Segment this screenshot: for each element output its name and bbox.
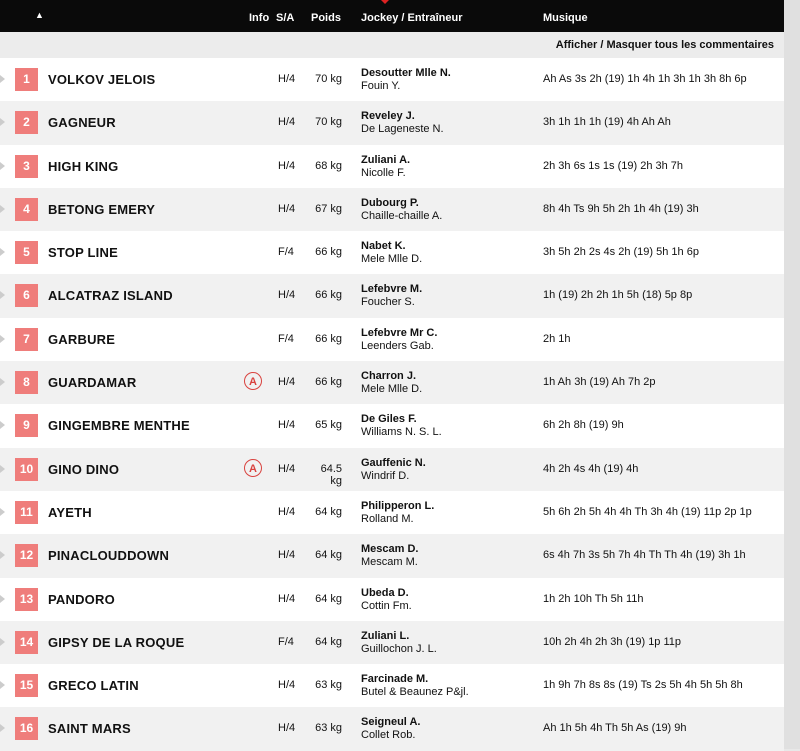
expand-row-icon[interactable]: [0, 508, 5, 516]
weight: 64 kg: [315, 549, 342, 562]
horse-name[interactable]: ALCATRAZ ISLAND: [48, 288, 173, 304]
table-row[interactable]: [0, 621, 784, 664]
musique-record: 1h 2h 10h Th 5h 11h: [543, 592, 644, 605]
comments-toggle-row: [0, 32, 784, 58]
musique-record: Ah As 3s 2h (19) 1h 4h 1h 3h 1h 3h 8h 6p: [543, 73, 747, 85]
horse-name[interactable]: GARBURE: [48, 331, 116, 347]
table-row[interactable]: [0, 534, 784, 577]
horse-name[interactable]: GAGNEUR: [48, 115, 116, 131]
weight: 66 kg: [315, 289, 342, 302]
table-row[interactable]: [0, 58, 784, 101]
horse-name[interactable]: AYETH: [48, 504, 92, 520]
horse-name[interactable]: GUARDAMAR: [48, 375, 137, 391]
sex-age: H/4: [278, 592, 296, 605]
jockey-name: Philipperon L.: [361, 499, 435, 512]
weight: 63 kg: [315, 679, 342, 692]
horse-name[interactable]: PINACLOUDDOWN: [48, 548, 170, 564]
trainer-name: Nicolle F.: [361, 166, 406, 179]
jockey-name: Farcinade M.: [361, 673, 429, 686]
table-row[interactable]: [0, 664, 784, 707]
horse-name[interactable]: SAINT MARS: [48, 721, 131, 737]
trainer-name: Fouin Y.: [361, 80, 401, 92]
weight: 64 kg: [315, 592, 342, 605]
expand-row-icon[interactable]: [0, 162, 5, 170]
runner-number-badge: 1: [15, 68, 38, 91]
weight: 64 kg: [315, 635, 342, 648]
musique-record: 1h 9h 7h 8s 8s (19) Ts 2s 5h 4h 5h 5h 8h: [543, 679, 743, 692]
horse-name[interactable]: GRECO LATIN: [48, 678, 139, 694]
expand-row-icon[interactable]: [0, 118, 5, 126]
expand-row-icon[interactable]: [0, 465, 5, 473]
trainer-name: Guillochon J. L.: [361, 642, 437, 655]
col-sa[interactable]: S/A: [276, 12, 295, 24]
jockey-name: Lefebvre M.: [361, 283, 423, 296]
jockey-name: Zuliani A.: [361, 153, 411, 166]
sex-age: H/4: [278, 289, 296, 302]
runner-number-badge: 10: [15, 458, 38, 481]
expand-row-icon[interactable]: [0, 724, 5, 732]
sex-age: H/4: [278, 462, 296, 475]
sex-age: H/4: [278, 722, 296, 735]
weight: 65 kg: [315, 419, 342, 432]
weight: 70 kg: [315, 73, 342, 85]
jockey-name: Mescam D.: [361, 543, 419, 556]
table-row[interactable]: [0, 361, 784, 404]
table-row[interactable]: [0, 707, 784, 750]
sort-marker-icon: [381, 0, 389, 4]
jockey-name: Desoutter Mlle N.: [361, 67, 451, 79]
col-jockey[interactable]: Jockey / Entraîneur: [361, 12, 463, 24]
runner-number-badge: 5: [15, 241, 38, 264]
jockey-name: Dubourg P.: [361, 196, 419, 209]
runner-number-badge: 16: [15, 717, 38, 740]
weight: 64 kg: [315, 505, 342, 518]
trainer-name: Butel & Beaunez P&jl.: [361, 686, 469, 699]
sort-asc-icon[interactable]: ▲: [35, 10, 44, 20]
horse-name[interactable]: BETONG EMERY: [48, 201, 156, 217]
weight: 66 kg: [315, 332, 342, 345]
horse-name[interactable]: GINO DINO: [48, 461, 120, 477]
expand-row-icon[interactable]: [0, 421, 5, 429]
weight: 64.5 kg: [320, 462, 342, 487]
runner-number-badge: 2: [15, 111, 38, 134]
trainer-name: Cottin Fm.: [361, 599, 412, 612]
jockey-name: Gauffenic N.: [361, 456, 426, 469]
runner-number-badge: 12: [15, 544, 38, 567]
runner-number-badge: 6: [15, 284, 38, 307]
sex-age: H/4: [278, 116, 296, 129]
runner-number-badge: 11: [15, 501, 38, 524]
horse-name[interactable]: VOLKOV JELOIS: [48, 72, 156, 87]
expand-row-icon[interactable]: [0, 248, 5, 256]
expand-row-icon[interactable]: [0, 681, 5, 689]
trainer-name: Chaille-chaille A.: [361, 209, 443, 222]
horse-name[interactable]: GIPSY DE LA ROQUE: [48, 634, 185, 650]
horse-name[interactable]: STOP LINE: [48, 245, 118, 261]
musique-record: 4h 2h 4s 4h (19) 4h: [543, 462, 639, 475]
col-musique[interactable]: Musique: [543, 12, 588, 24]
col-poids[interactable]: Poids: [311, 12, 341, 24]
trainer-name: Rolland M.: [361, 512, 414, 525]
weight: 66 kg: [315, 246, 342, 259]
jockey-name: Lefebvre Mr C.: [361, 326, 438, 339]
table-row[interactable]: [0, 491, 784, 534]
trainer-name: Mele Mlle D.: [361, 383, 423, 396]
runner-number-badge: 13: [15, 588, 38, 611]
runner-number-badge: 9: [15, 414, 38, 437]
expand-row-icon[interactable]: [0, 335, 5, 343]
table-row[interactable]: [0, 145, 784, 188]
jockey-name: Ubeda D.: [361, 586, 409, 599]
musique-record: Ah 1h 5h 4h Th 5h As (19) 9h: [543, 722, 687, 735]
table-header: [0, 0, 784, 32]
weight: 66 kg: [315, 376, 342, 389]
trainer-name: Foucher S.: [361, 296, 415, 309]
table-row[interactable]: [0, 188, 784, 231]
runner-number-badge: 3: [15, 155, 38, 178]
table-row[interactable]: [0, 578, 784, 621]
sex-age: H/4: [278, 73, 296, 85]
trainer-name: Leenders Gab.: [361, 339, 434, 352]
runner-number-badge: 8: [15, 371, 38, 394]
trainer-name: Williams N. S. L.: [361, 426, 442, 439]
runner-number-badge: 7: [15, 328, 38, 351]
musique-record: 6h 2h 8h (19) 9h: [543, 419, 624, 432]
jockey-name: Nabet K.: [361, 240, 406, 253]
jockey-name: De Giles F.: [361, 413, 417, 426]
rows-container: [0, 58, 784, 751]
expand-row-icon[interactable]: [0, 291, 5, 299]
musique-record: 2h 1h: [543, 332, 571, 345]
info-a-icon[interactable]: A: [244, 459, 262, 477]
table-row[interactable]: [0, 231, 784, 274]
jockey-name: Charron J.: [361, 370, 417, 383]
musique-record: 2h 3h 6s 1s 1s (19) 2h 3h 7h: [543, 159, 684, 172]
sex-age: H/4: [278, 679, 296, 692]
runner-number-badge: 14: [15, 631, 38, 654]
musique-record: 8h 4h Ts 9h 5h 2h 1h 4h (19) 3h: [543, 202, 699, 215]
expand-row-icon[interactable]: [0, 75, 5, 83]
table-row[interactable]: [0, 101, 784, 144]
sex-age: H/4: [278, 505, 296, 518]
jockey-name: Zuliani L.: [361, 629, 410, 642]
musique-record: 3h 1h 1h 1h (19) 4h Ah Ah: [543, 116, 671, 129]
trainer-name: Mele Mlle D.: [361, 253, 423, 266]
runner-number-badge: 4: [15, 198, 38, 221]
trainer-name: Collet Rob.: [361, 729, 416, 742]
expand-row-icon[interactable]: [0, 595, 5, 603]
musique-record: 1h Ah 3h (19) Ah 7h 2p: [543, 376, 656, 389]
sex-age: F/4: [278, 332, 294, 345]
sex-age: H/4: [278, 376, 296, 389]
musique-record: 6s 4h 7h 3s 5h 7h 4h Th Th 4h (19) 3h 1h: [543, 549, 746, 562]
horse-name[interactable]: PANDORO: [48, 591, 115, 607]
musique-record: 5h 6h 2h 5h 4h 4h Th 3h 4h (19) 11p 2p 1p: [543, 505, 752, 518]
trainer-name: Mescam M.: [361, 556, 418, 569]
musique-record: 1h (19) 2h 2h 1h 5h (18) 5p 8p: [543, 289, 693, 302]
sex-age: F/4: [278, 246, 294, 259]
expand-row-icon[interactable]: [0, 205, 5, 213]
weight: 68 kg: [315, 159, 342, 172]
sex-age: H/4: [278, 419, 296, 432]
musique-record: 3h 5h 2h 2s 4s 2h (19) 5h 1h 6p: [543, 246, 699, 259]
horse-name[interactable]: HIGH KING: [48, 158, 119, 174]
expand-row-icon[interactable]: [0, 378, 5, 386]
musique-record: 10h 2h 4h 2h 3h (19) 1p 11p: [543, 635, 682, 648]
jockey-name: Reveley J.: [361, 110, 415, 123]
table-row[interactable]: [0, 274, 784, 317]
col-info[interactable]: Info: [249, 12, 270, 24]
jockey-name: Seigneul A.: [361, 716, 421, 729]
sex-age: H/4: [278, 202, 296, 215]
toggle-comments-link[interactable]: Afficher / Masquer tous les commentaires: [555, 39, 774, 51]
table-row[interactable]: [0, 318, 784, 361]
info-a-icon[interactable]: A: [244, 372, 262, 390]
scroll-gutter[interactable]: [784, 0, 800, 749]
expand-row-icon[interactable]: [0, 551, 5, 559]
sex-age: H/4: [278, 549, 296, 562]
weight: 63 kg: [315, 722, 342, 735]
horse-name[interactable]: GINGEMBRE MENTHE: [48, 418, 190, 434]
runner-number-badge: 15: [15, 674, 38, 697]
weight: 67 kg: [315, 202, 342, 215]
weight: 70 kg: [315, 116, 342, 129]
table-row[interactable]: [0, 448, 784, 491]
sex-age: H/4: [278, 159, 296, 172]
trainer-name: Windrif D.: [361, 469, 410, 482]
expand-row-icon[interactable]: [0, 638, 5, 646]
table-row[interactable]: [0, 404, 784, 447]
trainer-name: De Lageneste N.: [361, 123, 444, 136]
sex-age: F/4: [278, 635, 294, 648]
